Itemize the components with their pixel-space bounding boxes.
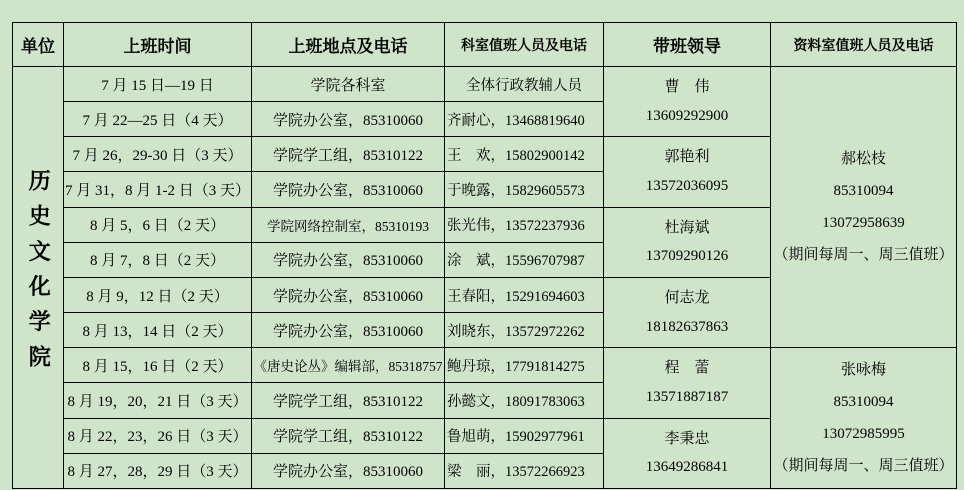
cell-location: 学院办公室，85310060 xyxy=(252,172,445,207)
cell-location: 学院学工组，85310122 xyxy=(252,418,445,453)
cell-location: 学院学工组，85310122 xyxy=(252,137,445,172)
cell-staff: 于晚露，15829605573 xyxy=(445,172,604,207)
archive-phone2: 13072958639 xyxy=(822,215,905,232)
header-unit: 单位 xyxy=(13,23,64,67)
cell-staff: 全体行政教辅人员 xyxy=(445,67,604,102)
header-leader: 带班领导 xyxy=(604,23,771,67)
cell-leader xyxy=(604,67,771,137)
cell-leader xyxy=(604,207,771,277)
cell-leader xyxy=(604,348,771,418)
cell-time: 8 月 15，16 日（2 天） xyxy=(64,348,252,383)
header-archive: 资料室值班人员及电话 xyxy=(771,23,957,67)
leader-name: 李秉忠 xyxy=(664,430,710,447)
cell-location: 学院办公室，85310060 xyxy=(252,242,445,277)
table-row xyxy=(13,348,957,383)
cell-staff: 梁 丽，13572266923 xyxy=(445,453,604,488)
leader-name: 程 蕾 xyxy=(664,360,710,377)
leader-phone: 13609292900 xyxy=(645,107,729,124)
archive-name: 郝松枝 xyxy=(840,150,886,167)
header-location: 上班地点及电话 xyxy=(252,23,445,67)
cell-staff: 张光伟，13572237936 xyxy=(445,207,604,242)
leader-phone: 18182637863 xyxy=(645,318,729,335)
archive-name: 张咏梅 xyxy=(840,361,886,378)
unit-cell xyxy=(13,67,64,489)
duty-schedule-table xyxy=(12,22,957,489)
unit-label: 历史文化学院 xyxy=(26,169,52,381)
cell-staff: 王 欢，15802900142 xyxy=(445,137,604,172)
cell-time: 8 月 13，14 日（2 天） xyxy=(64,313,252,348)
cell-location: 《唐史论丛》编辑部，85318757 xyxy=(252,348,445,383)
archive-phone2: 13072985995 xyxy=(822,426,905,443)
cell-leader xyxy=(604,277,771,347)
cell-time: 7 月 26，29-30 日（3 天） xyxy=(64,137,252,172)
cell-staff: 孙懿文，18091783063 xyxy=(445,383,604,418)
cell-location: 学院办公室，85310060 xyxy=(252,453,445,488)
cell-time: 7 月 22—25 日（4 天） xyxy=(64,102,252,137)
header-time: 上班时间 xyxy=(64,23,252,67)
cell-staff: 齐耐心，13468819640 xyxy=(445,102,604,137)
cell-location: 学院办公室，85310060 xyxy=(252,313,445,348)
cell-time: 8 月 5，6 日（2 天） xyxy=(64,207,252,242)
cell-staff: 刘晓东，13572972262 xyxy=(445,313,604,348)
cell-leader xyxy=(604,137,771,207)
leader-name: 何志龙 xyxy=(664,290,710,307)
cell-time: 8 月 7，8 日（2 天） xyxy=(64,242,252,277)
cell-location: 学院网络控制室，85310193 xyxy=(252,207,445,242)
leader-name: 杜海斌 xyxy=(664,219,710,236)
cell-archive-staff xyxy=(771,348,957,489)
cell-location: 学院办公室，85310060 xyxy=(252,277,445,312)
archive-phone1: 85310094 xyxy=(833,393,894,410)
cell-time: 8 月 19，20，21 日（3 天） xyxy=(64,383,252,418)
archive-phone1: 85310094 xyxy=(833,182,894,199)
leader-name: 曹 伟 xyxy=(664,79,710,96)
cell-archive-staff xyxy=(771,67,957,348)
table-row xyxy=(13,67,957,102)
leader-phone: 13571887187 xyxy=(645,388,729,405)
cell-time: 8 月 27，28，29 日（3 天） xyxy=(64,453,252,488)
archive-note: （期间每周一、周三值班） xyxy=(773,247,954,264)
cell-time: 8 月 9，12 日（2 天） xyxy=(64,277,252,312)
cell-time: 7 月 15 日—19 日 xyxy=(64,67,252,102)
cell-staff: 涂 斌，15596707987 xyxy=(445,242,604,277)
cell-location: 学院各科室 xyxy=(252,67,445,102)
leader-phone: 13709290126 xyxy=(645,248,729,265)
archive-note: （期间每周一、周三值班） xyxy=(773,458,954,475)
leader-phone: 13649286841 xyxy=(645,459,729,476)
cell-time: 8 月 22，23，26 日（3 天） xyxy=(64,418,252,453)
cell-staff: 王春阳，15291694603 xyxy=(445,277,604,312)
cell-location: 学院学工组，85310122 xyxy=(252,383,445,418)
header-row xyxy=(13,23,957,67)
cell-time: 7 月 31，8 月 1-2 日（3 天） xyxy=(64,172,252,207)
cell-staff: 鲍丹琼，17791814275 xyxy=(445,348,604,383)
header-staff: 科室值班人员及电话 xyxy=(445,23,604,67)
cell-location: 学院办公室，85310060 xyxy=(252,102,445,137)
leader-phone: 13572036095 xyxy=(645,177,729,194)
leader-name: 郭艳利 xyxy=(664,149,710,166)
cell-leader xyxy=(604,418,771,488)
cell-staff: 鲁旭萌，15902977961 xyxy=(445,418,604,453)
